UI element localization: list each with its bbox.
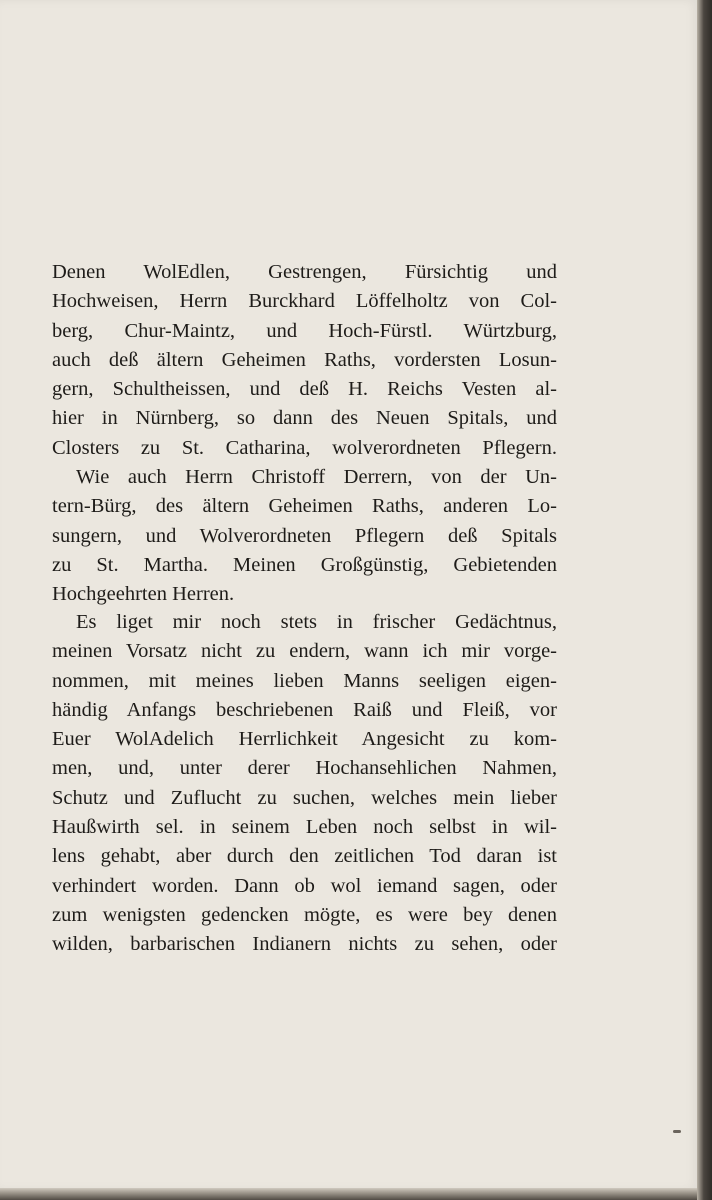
text-line: Es liget mir noch stets in frischer Gedächtnus, (76, 611, 557, 633)
text-line: Schutz und Zuflucht zu suchen, welches mein lieber (52, 786, 557, 809)
text-line: sungern, und Wolverordneten Pflegern deß Spitals (52, 524, 557, 547)
text-line: tern-Bürg, des ältern Geheimen Raths, anderen Lo- (52, 495, 557, 518)
text-line: Haußwirth sel. in seinem Leben noch selbst in wil- (52, 816, 557, 839)
text-line: händig Anfangs beschriebenen Raiß und Fleiß, vor (52, 698, 557, 721)
text-line: nommen, mit meines lieben Manns seeligen eigen- (52, 669, 557, 692)
text-line: Euer WolAdelich Herrlichkeit Angesicht zu kom- (52, 728, 557, 751)
text-line: Denen WolEdlen, Gestrengen, Fürsichtig und (52, 261, 557, 283)
text-line: zum wenigsten gedencken mögte, es were bey denen (52, 903, 557, 926)
text-line: Hochweisen, Herrn Burckhard Löffelholtz von Col- (52, 290, 557, 313)
paper-speck (673, 1130, 681, 1133)
page-bottom-edge (0, 1188, 700, 1200)
text-line: lens gehabt, aber durch den zeitlichen Tod daran ist (52, 845, 557, 868)
page-right-edge (697, 0, 712, 1200)
text-line: berg, Chur-Maintz, und Hoch-Fürstl. Würtzburg, (52, 319, 557, 342)
text-line: verhindert worden. Dann ob wol iemand sagen, oder (52, 874, 557, 897)
letter-body-paragraph (52, 608, 557, 960)
dedication-paragraph (52, 258, 557, 610)
text-line: Wie auch Herrn Christoff Derrern, von der Un- (76, 466, 557, 489)
text-line: men, und, unter derer Hochansehlichen Nahmen, (52, 757, 557, 780)
text-line: hier in Nürnberg, so dann des Neuen Spitals, und (52, 407, 557, 430)
text-line: meinen Vorsatz nicht zu endern, wann ich mir vorge- (52, 640, 557, 663)
text-line: wilden, barbarischen Indianern nichts zu sehen, oder (52, 933, 557, 956)
text-line: Closters zu St. Catharina, wolverordneten Pflegern. (52, 436, 557, 459)
text-line: Hochgeehrten Herren. (52, 583, 235, 606)
text-line: auch deß ältern Geheimen Raths, vordersten Losun- (52, 348, 557, 371)
text-line: zu St. Martha. Meinen Großgünstig, Gebietenden (52, 553, 557, 576)
text-line: gern, Schultheissen, und deß H. Reichs Vesten al- (52, 378, 557, 401)
